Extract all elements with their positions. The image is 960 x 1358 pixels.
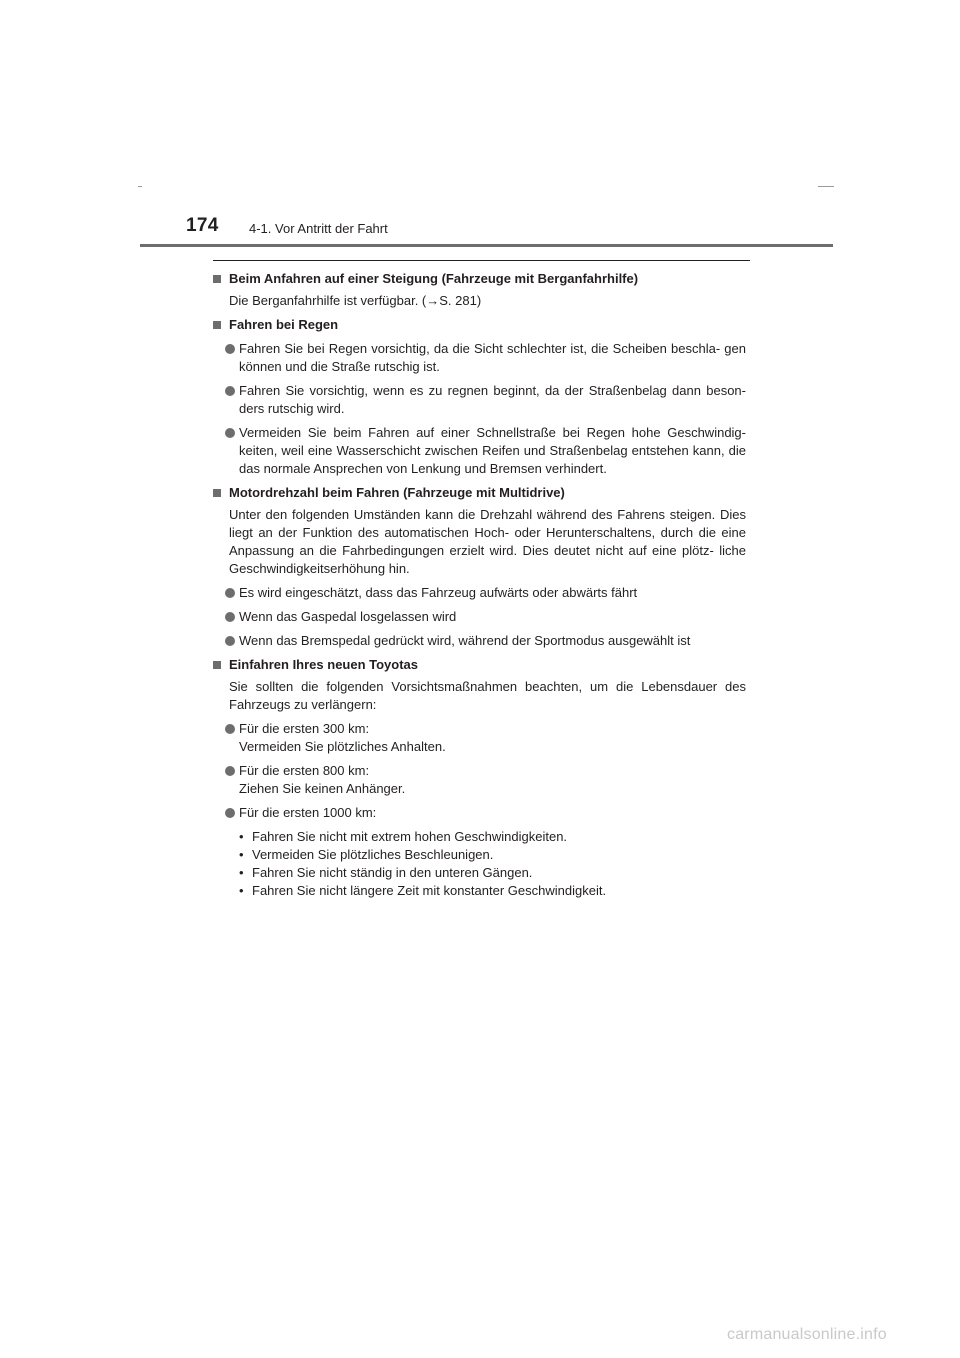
square-bullet-icon <box>213 661 221 669</box>
list-item-line: Vermeiden Sie plötzliches Anhalten. <box>239 739 446 754</box>
list-item-text: Wenn das Gaspedal losgelassen wird <box>239 609 457 624</box>
list-item <box>212 340 746 376</box>
list-item-text: Fahren Sie vorsichtig, wenn es zu regnen beginnt, da der Straßenbelag dann beson- ders rutschig wird. <box>239 383 746 416</box>
list-item <box>212 632 746 650</box>
list-item-line: Für die ersten 1000 km: <box>239 805 377 820</box>
heading-text: Beim Anfahren auf einer Steigung (Fahrzeuge mit Berganfahrhilfe) <box>229 271 639 286</box>
list-item <box>212 804 746 822</box>
list-item <box>212 720 746 756</box>
page-number: 174 <box>186 215 219 236</box>
sub-list-item: • Vermeiden Sie plötzliches Beschleunigen. <box>239 846 746 864</box>
header-rule <box>140 244 833 247</box>
paragraph: Unter den folgenden Umständen kann die Drehzahl während des Fahrens steigen. Dies liegt an der Funktion des automatischen Hoch- oder Herunterschaltens, durch die eine Anpassung an die Fahrbedingungen erzielt wird. Dies deutet nicht auf eine plötz- liche Geschwindigkeitserhöhung hin. <box>229 507 746 576</box>
list-item <box>212 424 746 478</box>
list-item-line: Für die ersten 300 km: <box>239 721 370 736</box>
list-item-line: Ziehen Sie keinen Anhänger. <box>239 781 406 796</box>
paragraph: Sie sollten die folgenden Vorsichtsmaßnahmen beachten, um die Lebensdauer des Fahrzeugs zu verlängern: <box>229 679 746 712</box>
list-item-text: Fahren Sie bei Regen vorsichtig, da die Sicht schlechter ist, die Scheiben beschla- gen können und die Straße rutschig ist. <box>239 341 746 374</box>
paragraph: Die Berganfahrhilfe ist verfügbar. (→S. 281) <box>229 293 482 308</box>
section-heading <box>212 656 746 674</box>
circle-bullet-icon <box>225 386 235 396</box>
section-heading <box>212 270 746 288</box>
list-item-text: Es wird eingeschätzt, dass das Fahrzeug aufwärts oder abwärts fährt <box>239 585 638 600</box>
square-bullet-icon <box>213 321 221 329</box>
section-heading <box>212 484 746 502</box>
crop-mark-right <box>818 186 834 187</box>
list-item <box>212 382 746 418</box>
circle-bullet-icon <box>225 428 235 438</box>
watermark-text: carmanualsonline.info <box>727 1326 887 1343</box>
circle-bullet-icon <box>225 612 235 622</box>
list-item-text: Wenn das Bremspedal gedrückt wird, während der Sportmodus ausgewählt ist <box>239 633 691 648</box>
circle-bullet-icon <box>225 344 235 354</box>
section-heading <box>212 316 746 334</box>
heading-text: Einfahren Ihres neuen Toyotas <box>229 657 419 672</box>
section-title: 4-1. Vor Antritt der Fahrt <box>249 221 388 236</box>
heading-text: Fahren bei Regen <box>229 317 339 332</box>
circle-bullet-icon <box>225 724 235 734</box>
content-rule <box>213 260 750 261</box>
sub-list-item: • Fahren Sie nicht längere Zeit mit konstanter Geschwindigkeit. <box>239 882 746 900</box>
list-item-line: Für die ersten 800 km: <box>239 763 370 778</box>
circle-bullet-icon <box>225 636 235 646</box>
crop-mark-left <box>138 186 142 187</box>
circle-bullet-icon <box>225 808 235 818</box>
square-bullet-icon <box>213 489 221 497</box>
list-item-text: Vermeiden Sie beim Fahren auf einer Schnellstraße bei Regen hohe Geschwindig- keiten, weil eine Wasserschicht zwischen Reifen und Straßenbelag entstehen kann, die das normale Ansprechen von Lenkung und Bremsen verhindert. <box>239 425 746 476</box>
list-item <box>212 762 746 798</box>
heading-text: Motordrehzahl beim Fahren (Fahrzeuge mit Multidrive) <box>229 485 565 500</box>
circle-bullet-icon <box>225 766 235 776</box>
square-bullet-icon <box>213 275 221 283</box>
circle-bullet-icon <box>225 588 235 598</box>
page-content <box>212 270 746 900</box>
list-item <box>212 584 746 602</box>
list-item <box>212 608 746 626</box>
sub-list-item: • Fahren Sie nicht ständig in den unteren Gängen. <box>239 864 746 882</box>
sub-list-item: • Fahren Sie nicht mit extrem hohen Geschwindigkeiten. <box>239 828 746 846</box>
sub-list <box>212 828 746 900</box>
